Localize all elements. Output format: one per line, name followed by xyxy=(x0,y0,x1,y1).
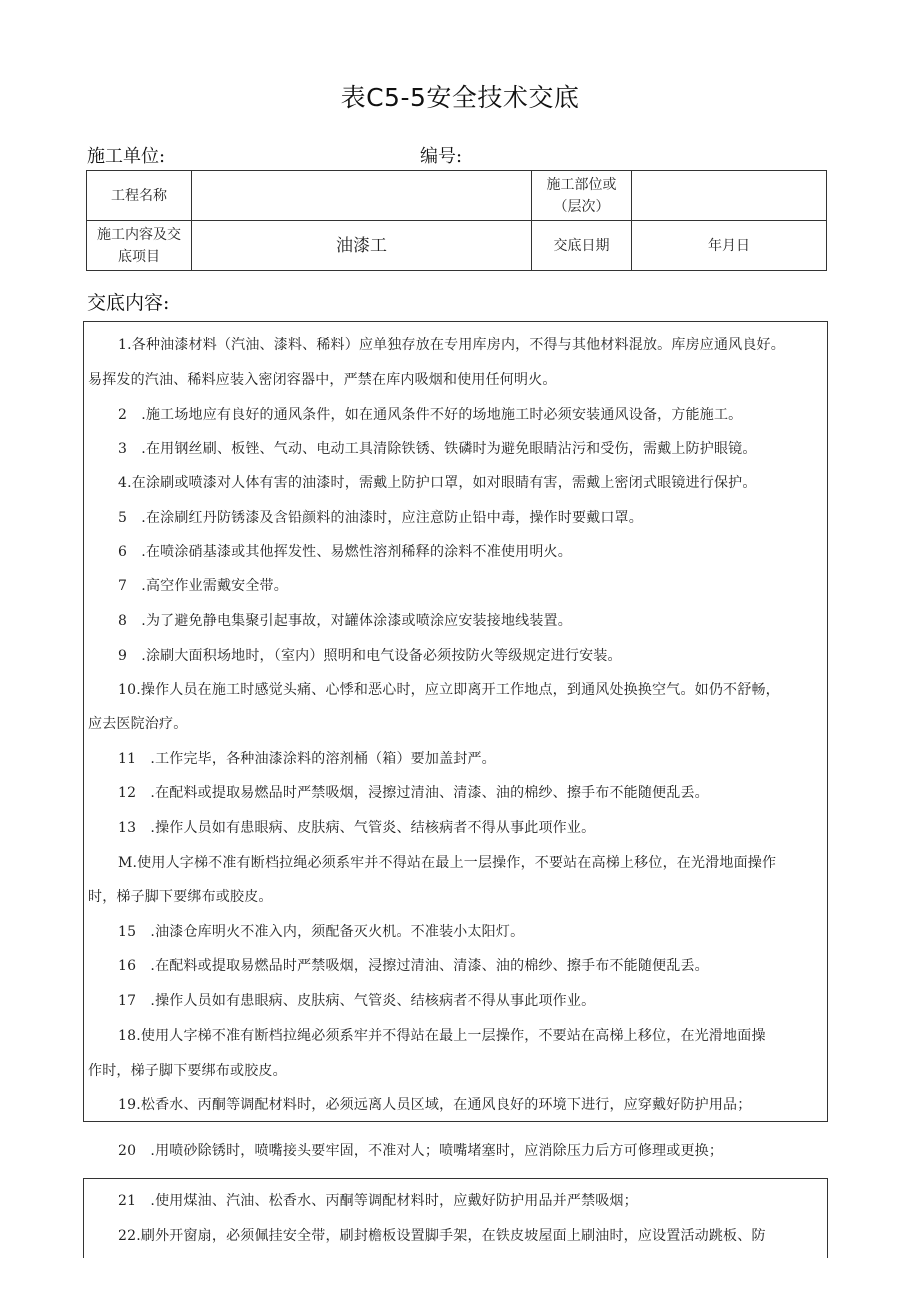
header-table xyxy=(86,170,827,271)
item-line: 9 .涂刷大面积场地时，（室内）照明和电气设备必须按防火等级规定进行安装。 xyxy=(118,648,622,664)
item-line: 6 .在喷涂硝基漆或其他挥发性、易燃性溶剂稀释的涂料不准使用明火。 xyxy=(118,544,572,560)
item-line: 15 .油漆仓库明火不准入内，须配备灭火机。不准装小太阳灯。 xyxy=(118,924,525,940)
date-value: 年月日 xyxy=(632,221,827,271)
item-line: 20 .用喷砂除锈时，喷嘴接头要牢固，不准对人；喷嘴堵塞时，应消除压力后方可修理或更换； xyxy=(118,1143,724,1159)
content-value: 油漆工 xyxy=(192,221,532,271)
item-line: 1.各种油漆材料（汽油、漆料、稀料）应单独存放在专用库房内，不得与其他材料混放。库房应通风良好。 xyxy=(118,337,785,353)
item-line: 3 .在用钢丝刷、板锉、气动、电动工具清除铁锈、铁磷时为避免眼睛沾污和受伤，需戴上防护眼镜。 xyxy=(118,441,757,457)
location-value xyxy=(632,171,827,221)
construction-unit-label: 施工单位: xyxy=(87,146,166,167)
item-line: 7 .高空作业需戴安全带。 xyxy=(118,578,288,594)
item-line: 17 .操作人员如有患眼病、皮肤病、气管炎、结核病者不得从事此项作业。 xyxy=(118,993,596,1009)
item-line: 10.操作人员在施工时感觉头痛、心悸和恶心时，应立即离开工作地点，到通风处换换空气。如仍不舒畅， xyxy=(118,682,780,698)
document-title: 表C5-5安全技术交底 xyxy=(340,83,580,112)
item-line: 8 .为了避免静电集聚引起事故，对罐体涂漆或喷涂应安装接地线装置。 xyxy=(118,613,572,629)
item-line: 12 .在配料或提取易燃品时严禁吸烟，浸擦过清油、清漆、油的棉纱、擦手布不能随便乱丢。 xyxy=(118,785,709,801)
section-label: 交底内容: xyxy=(87,292,170,314)
item-line: 16 .在配料或提取易燃品时严禁吸烟，浸擦过清油、清漆、油的棉纱、擦手布不能随便乱丢。 xyxy=(118,958,709,974)
item-line: 13 .操作人员如有患眼病、皮肤病、气管炎、结核病者不得从事此项作业。 xyxy=(118,820,596,836)
date-label: 交底日期 xyxy=(532,221,632,271)
item-line: 4.在涂刷或喷漆对人体有害的油漆时，需戴上防护口罩，如对眼睛有害，需戴上密闭式眼镜进行保护。 xyxy=(118,475,757,491)
content-label: 施工内容及交底项目 xyxy=(87,221,192,271)
item-line: 时，梯子脚下要绑布或胶皮。 xyxy=(88,889,273,905)
item-line: 22.刷外开窗扇，必须佩挂安全带，刷封檐板设置脚手架，在铁皮坡屋面上刷油时，应设置活动跳板、防 xyxy=(118,1228,766,1244)
item-line: 应去医院治疗。 xyxy=(88,716,188,732)
item-line: 2 .施工场地应有良好的通风条件，如在通风条件不好的场地施工时必须安装通风设备，方能施工。 xyxy=(118,407,743,423)
item-line: 作时，梯子脚下要绑布或胶皮。 xyxy=(88,1063,287,1079)
item-line: 5 .在涂刷红丹防锈漆及含铅颜料的油漆时，应注意防止铅中毒，操作时要戴口罩。 xyxy=(118,510,643,526)
document-number-label: 编号: xyxy=(420,146,463,167)
item-line: 21 .使用煤油、汽油、松香水、丙酮等调配材料时，应戴好防护用品并严禁吸烟； xyxy=(118,1193,638,1209)
project-name-value xyxy=(192,171,532,221)
location-label: 施工部位或（层次） xyxy=(532,171,632,221)
item-line: M.使用人字梯不准有断档拉绳必须系牢并不得站在最上一层操作，不要站在高梯上移位，在光滑地面操作 xyxy=(118,855,777,871)
item-line: 18.使用人字梯不准有断档拉绳必须系牢并不得站在最上一层操作，不要站在高梯上移位，在光滑地面操 xyxy=(118,1028,766,1044)
item-line: 易挥发的汽油、稀料应装入密闭容器中，严禁在库内吸烟和使用任何明火。 xyxy=(88,372,557,388)
item-line: 19.松香水、丙酮等调配材料时，必须远离人员区域，在通风良好的环境下进行，应穿戴好防护用品； xyxy=(118,1097,752,1113)
item-line: 11 .工作完毕，各种油漆涂料的溶剂桶（箱）要加盖封严。 xyxy=(118,751,496,767)
project-name-label: 工程名称 xyxy=(87,171,192,221)
